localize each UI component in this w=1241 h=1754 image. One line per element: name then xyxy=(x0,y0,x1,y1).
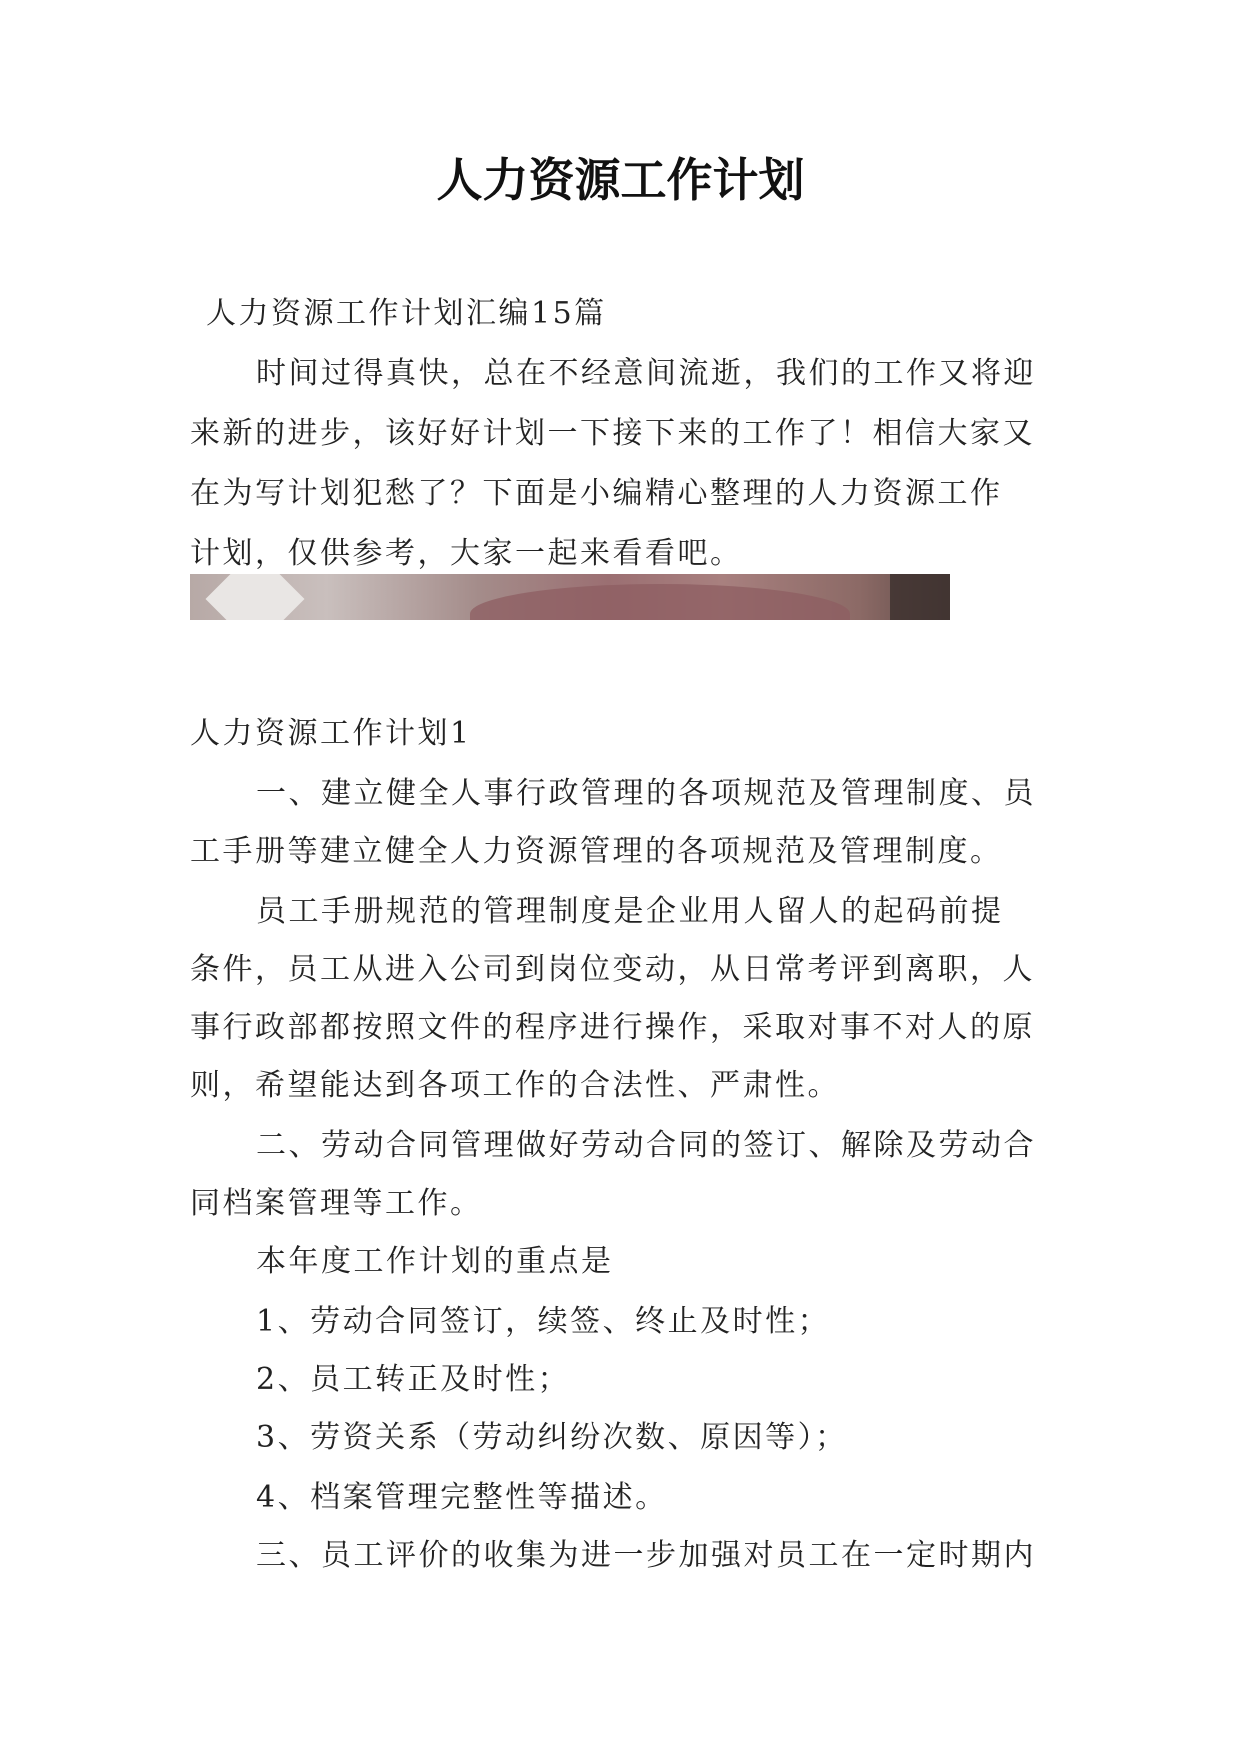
document-subtitle: 人力资源工作计划汇编15篇 xyxy=(206,296,607,331)
body-line: 本年度工作计划的重点是 xyxy=(256,1244,614,1279)
body-line: 事行政部都按照文件的程序进行操作，采取对事不对人的原 xyxy=(190,1010,1035,1045)
body-line: 同档案管理等工作。 xyxy=(190,1186,483,1221)
section-heading: 人力资源工作计划1 xyxy=(190,716,472,751)
photo-shape xyxy=(470,584,850,620)
body-line: 2、员工转正及时性； xyxy=(256,1362,571,1397)
photo-shape xyxy=(890,574,950,620)
intro-line: 时间过得真快，总在不经意间流逝，我们的工作又将迎 xyxy=(256,356,1036,391)
photo-shape xyxy=(206,574,305,620)
cropped-photo xyxy=(190,574,950,620)
body-line: 则，希望能达到各项工作的合法性、严肃性。 xyxy=(190,1068,840,1103)
intro-line: 计划，仅供参考，大家一起来看看吧。 xyxy=(190,536,743,571)
body-line: 1、劳动合同签订，续签、终止及时性； xyxy=(256,1304,831,1339)
body-line: 3、劳资关系（劳动纠纷次数、原因等）； xyxy=(256,1420,848,1455)
body-line: 4、档案管理完整性等描述。 xyxy=(256,1480,668,1515)
document-title: 人力资源工作计划 xyxy=(436,153,805,207)
body-line: 员工手册规范的管理制度是企业用人留人的起码前提 xyxy=(256,894,1004,929)
intro-line: 在为写计划犯愁了？下面是小编精心整理的人力资源工作 xyxy=(190,476,1003,511)
body-line: 条件，员工从进入公司到岗位变动，从日常考评到离职，人 xyxy=(190,952,1035,987)
body-line: 二、劳动合同管理做好劳动合同的签订、解除及劳动合 xyxy=(256,1128,1036,1163)
body-line: 三、员工评价的收集为进一步加强对员工在一定时期内 xyxy=(256,1538,1036,1573)
intro-line: 来新的进步，该好好计划一下接下来的工作了！相信大家又 xyxy=(190,416,1035,451)
body-line: 工手册等建立健全人力资源管理的各项规范及管理制度。 xyxy=(190,834,1003,869)
body-line: 一、建立健全人事行政管理的各项规范及管理制度、员 xyxy=(256,776,1036,811)
